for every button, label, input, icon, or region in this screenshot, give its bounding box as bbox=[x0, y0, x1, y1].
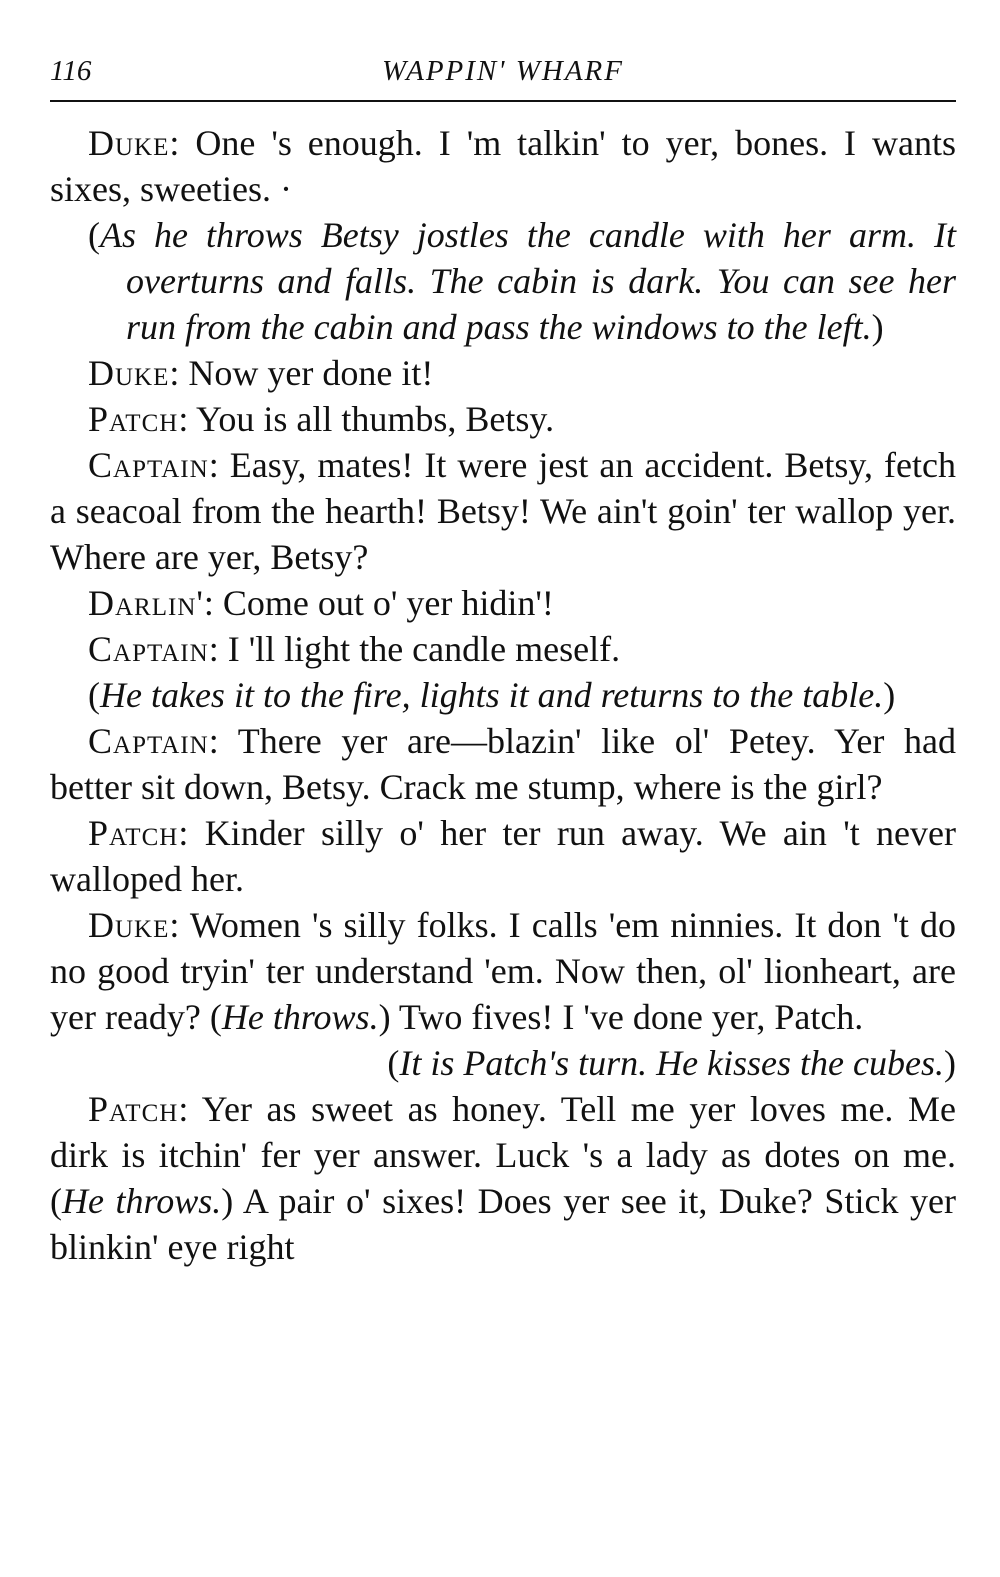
speech-text: Kinder silly o' her ter run away. We ain 't never walloped her. bbox=[50, 813, 957, 899]
speech-text: I 'll light the candle meself. bbox=[227, 629, 621, 669]
speaker-name: Captain bbox=[88, 629, 209, 669]
close-paren: ) bbox=[871, 307, 884, 347]
speaker-colon: : bbox=[169, 353, 180, 393]
speaker-name: Captain bbox=[88, 721, 209, 761]
speech-text: A pair o' sixes! Does yer see it, Duke? Stick yer blinkin' eye right bbox=[50, 1181, 956, 1267]
speaker-name: Patch bbox=[88, 399, 179, 439]
speaker-name: Captain bbox=[88, 445, 209, 485]
speech-paragraph bbox=[50, 626, 956, 672]
running-title: WAPPIN' WHARF bbox=[382, 55, 624, 87]
speech-paragraph bbox=[50, 442, 956, 580]
speaker-colon: : bbox=[208, 445, 219, 485]
speech-paragraph bbox=[50, 902, 956, 1040]
open-paren: ( bbox=[88, 675, 100, 715]
open-paren: ( bbox=[387, 1043, 400, 1083]
close-paren: ) bbox=[883, 675, 896, 715]
speech-text: There yer are—blazin' like ol' Petey. Yer had better sit down, Betsy. Crack me stump, where is the girl? bbox=[50, 721, 956, 807]
speaker-colon: : bbox=[203, 583, 214, 623]
inline-stage-direction bbox=[210, 997, 391, 1037]
speech-text: You is all thumbs, Betsy. bbox=[196, 399, 555, 439]
speaker-colon: : bbox=[178, 399, 189, 439]
stage-text: It is Patch's turn. He kisses the cubes. bbox=[399, 1043, 944, 1083]
speaker-colon: : bbox=[208, 629, 219, 669]
stage-direction bbox=[88, 212, 956, 350]
speech-paragraph bbox=[50, 1086, 956, 1270]
speaker-colon: : bbox=[169, 905, 180, 945]
speaker-name: Duke bbox=[88, 353, 170, 393]
speaker-colon: : bbox=[208, 721, 219, 761]
speaker-colon: : bbox=[178, 813, 189, 853]
close-paren: ) bbox=[378, 997, 391, 1037]
stage-text: He throws. bbox=[62, 1181, 222, 1221]
stage-text: He takes it to the fire, lights it and returns to the table. bbox=[100, 675, 884, 715]
speech-paragraph bbox=[50, 120, 956, 212]
speech-paragraph bbox=[50, 396, 956, 442]
speaker-name: Duke bbox=[88, 123, 170, 163]
open-paren: ( bbox=[88, 215, 100, 255]
speech-text: Women 's silly folks. I calls 'em ninnies. It don 't do no good tryin' ter understand 'em. Now then, ol' lionheart, are yer ready? bbox=[50, 905, 956, 1037]
speech-text: Two fives! I 've done yer, Patch. bbox=[390, 997, 864, 1037]
speaker-colon: : bbox=[169, 123, 180, 163]
play-text bbox=[50, 120, 956, 1270]
running-head bbox=[50, 42, 956, 100]
stage-direction bbox=[88, 672, 956, 718]
speech-text: Now yer done it! bbox=[188, 353, 434, 393]
speaker-name: Patch bbox=[88, 813, 179, 853]
close-paren: ) bbox=[221, 1181, 234, 1221]
page-number: 116 bbox=[50, 55, 92, 87]
open-paren: ( bbox=[209, 997, 222, 1037]
book-page bbox=[50, 42, 956, 1270]
stage-text: As he throws Betsy jostles the candle with her arm. It overturns and falls. The cabin is dark. You can see her run from the cabin and pass the windows to the left. bbox=[100, 215, 956, 347]
speaker-name: Patch bbox=[88, 1089, 179, 1129]
stage-direction bbox=[50, 1040, 956, 1086]
header-rule bbox=[50, 100, 956, 102]
inline-stage-direction bbox=[50, 1181, 233, 1221]
speaker-name: Darlin' bbox=[88, 583, 204, 623]
speech-paragraph bbox=[50, 350, 956, 396]
speech-text: One 's enough. I 'm talkin' to yer, bones. I wants sixes, sweeties. · bbox=[50, 123, 957, 209]
speech-paragraph bbox=[50, 810, 956, 902]
speaker-name: Duke bbox=[88, 905, 170, 945]
speech-paragraph bbox=[50, 718, 956, 810]
speech-text: Easy, mates! It were jest an accident. Betsy, fetch a seacoal from the hearth! Betsy! We ain't goin' ter wallop yer. Where are yer, Betsy? bbox=[50, 445, 956, 577]
stage-text: He throws. bbox=[221, 997, 379, 1037]
speech-text: Come out o' yer hidin'! bbox=[222, 583, 554, 623]
speaker-colon: : bbox=[178, 1089, 189, 1129]
close-paren: ) bbox=[944, 1043, 956, 1083]
speech-paragraph bbox=[50, 580, 956, 626]
open-paren: ( bbox=[50, 1181, 62, 1221]
speech-text: Yer as sweet as honey. Tell me yer loves me. Me dirk is itchin' fer yer answer. Luck 's a lady as dotes on me. bbox=[50, 1089, 956, 1175]
